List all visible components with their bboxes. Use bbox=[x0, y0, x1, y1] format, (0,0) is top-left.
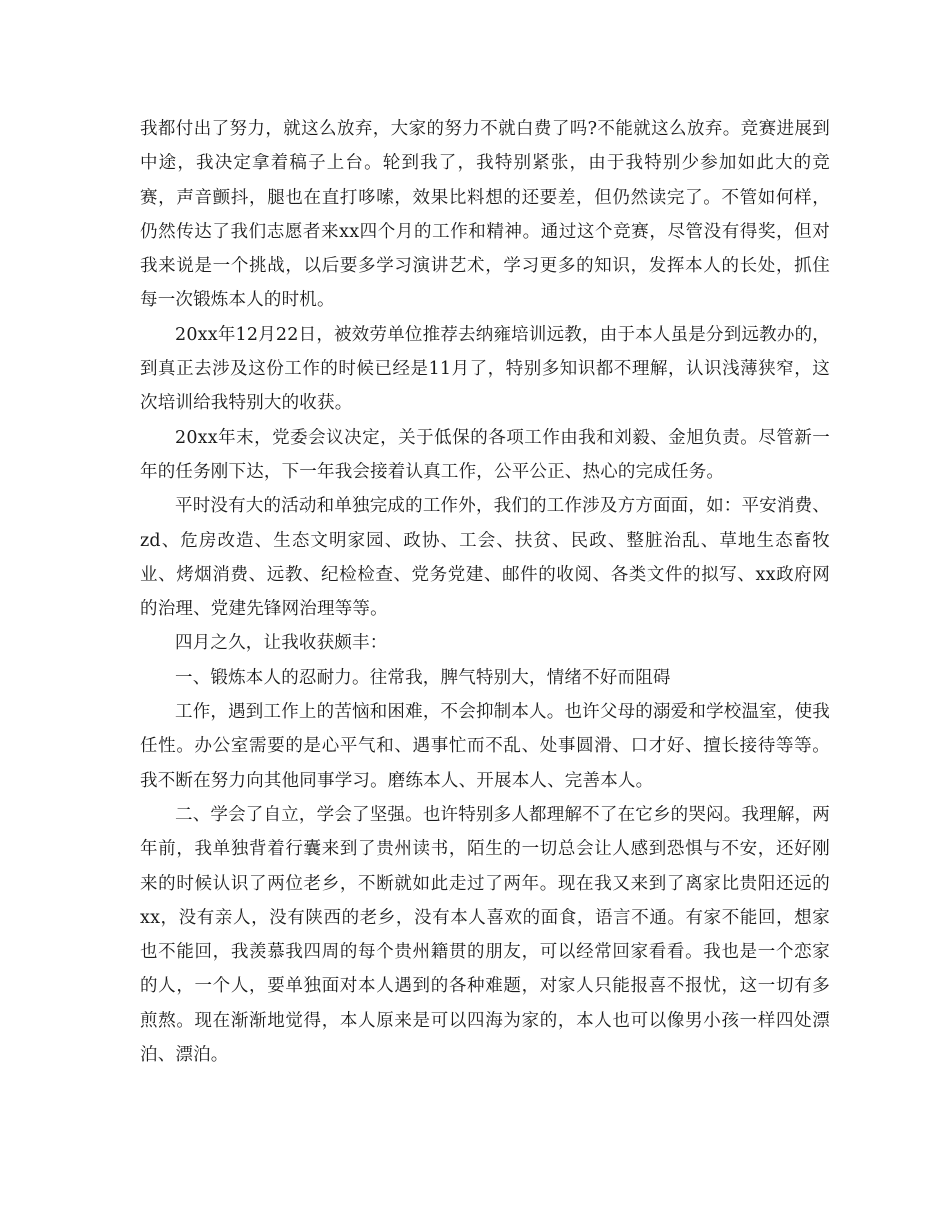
paragraph-2: 20xx年12月22日，被效劳单位推荐去纳雍培训远教，由于本人虽是分到远教办的，到真正去涉及这份工作的时候已经是11月了，特别多知识都不理解，认识浅薄狭窄，这次培训给我特别大的收获。 bbox=[140, 324, 830, 414]
paragraph-1: 我都付出了努力，就这么放弃，大家的努力不就白费了吗?不能就这么放弃。竞赛进展到中途，我决定拿着稿子上台。轮到我了，我特别紧张，由于我特别少参加如此大的竞赛，声音颤抖，腿也在直打哆嗦，效果比料想的还要差，但仍然读完了。不管如何样，仍然传达了我们志愿者来xx四个月的工作和精神。通过这个竞赛，尽管没有得奖，但对我来说是一个挑战，以后要多学习演讲艺术，学习更多的知识，发挥本人的长处，抓住每一次锻炼本人的时机。 bbox=[140, 119, 830, 311]
paragraph-8: 二、学会了自立，学会了坚强。也许特别多人都理解不了在它乡的哭闷。我理解，两年前，我单独背着行囊来到了贵州读书，陌生的一切总会让人感到恐惧与不安，还好刚来的时候认识了两位老乡，不断就如此走过了两年。现在我又来到了离家比贵阳还远的xx，没有亲人，没有陕西的老乡，没有本人喜欢的面食，语言不通。有家不能回，想家也不能回，我羡慕我四周的每个贵州籍贯的朋友，可以经常回家看看。我也是一个恋家的人，一个人，要单独面对本人遇到的各种难题，对家人只能报喜不报忧，这一切有多煎熬。现在渐渐地觉得，本人原来是可以四海为家的，本人也可以像男小孩一样四处漂泊、漂泊。 bbox=[140, 804, 830, 1066]
paragraph-4: 平时没有大的活动和单独完成的工作外，我们的工作涉及方方面面，如：平安消费、zd、危房改造、生态文明家园、政协、工会、扶贫、民政、整脏治乱、草地生态畜牧业、烤烟消费、远教、纪检检查、党务党建、邮件的收阅、各类文件的拟写、xx政府网的治理、党建先锋网治理等等。 bbox=[140, 496, 830, 620]
paragraph-3: 20xx年末，党委会议决定，关于低保的各项工作由我和刘毅、金旭负责。尽管新一年的任务刚下达，下一年我会接着认真工作，公平公正、热心的完成任务。 bbox=[140, 427, 830, 482]
document-body bbox=[140, 112, 830, 1072]
paragraph-5: 四月之久，让我收获颇丰： bbox=[175, 633, 388, 654]
paragraph-6: 一、锻炼本人的忍耐力。往常我，脾气特别大，情绪不好而阻碍 bbox=[175, 667, 671, 688]
paragraph-7: 工作，遇到工作上的苦恼和困难，不会抑制本人。也许父母的溺爱和学校温室，使我任性。办公室需要的是心平气和、遇事忙而不乱、处事圆滑、口才好、擅长接待等等。我不断在努力向其他同事学习。磨练本人、开展本人、完善本人。 bbox=[140, 702, 830, 791]
